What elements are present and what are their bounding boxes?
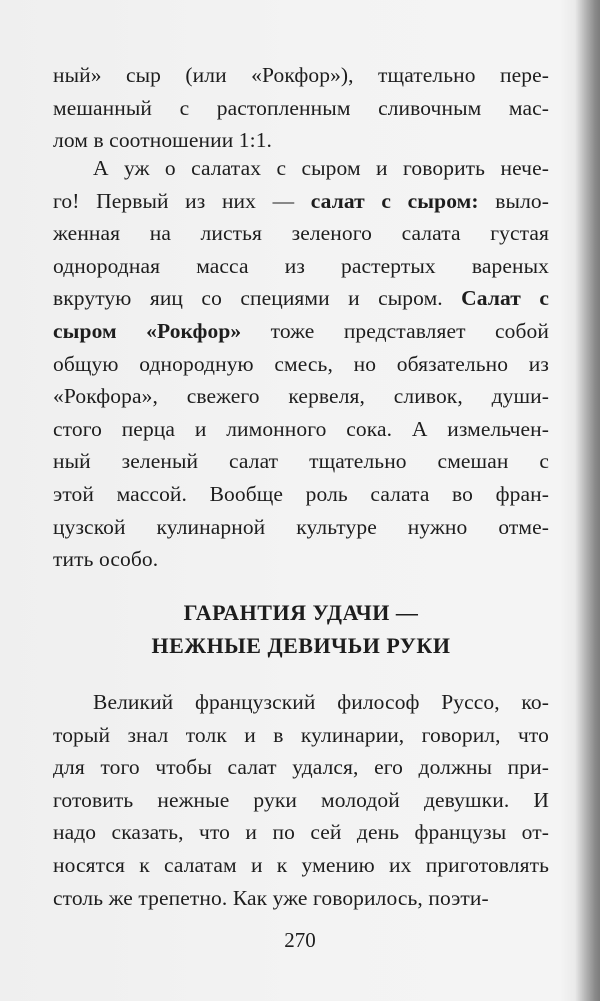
text-run: мешанный с растопленным сливочным мас- (53, 95, 549, 120)
text-run: Великий французский философ Руссо, ко- (93, 690, 549, 714)
text-run: надо сказать, что и по сей день французы от- (53, 820, 549, 845)
text-run: носятся к салатам и к умению их приготовлять (53, 852, 549, 877)
text-line (53, 849, 549, 882)
text-run: торый знал толк и в кулинарии, говорил, что (53, 722, 549, 747)
text-run: выло- (478, 188, 550, 213)
text-line (53, 380, 549, 413)
text-run: ный» сыр (или «Рокфор»), тщательно пере- (53, 63, 549, 87)
paragraph-text (53, 152, 549, 576)
text-run: столь же трепетно. Как уже говорилось, поэти- (53, 885, 489, 910)
text-line (53, 413, 549, 446)
page-number-text: 270 (284, 928, 316, 952)
text-run: лом в соотношении 1:1. (53, 128, 273, 153)
text-run: «Рокфора», свежего кервеля, сливок, души- (53, 384, 549, 409)
heading-line-2: НЕЖНЫЕ ДЕВИЧЬИ РУКИ (151, 633, 451, 658)
text-run: однородная масса из растертых вареных (53, 253, 549, 278)
text-line (53, 250, 549, 283)
text-line (53, 92, 549, 125)
text-line (53, 816, 549, 849)
text-run: А уж о салатах с сыром и говорить нече- (93, 156, 549, 180)
heading-line-1: ГАРАНТИЯ УДАЧИ — (183, 600, 419, 625)
text-run: стого перца и лимонного сока. А измельчен- (53, 416, 549, 441)
text-run: вкрутую яиц со специями и сыром. (53, 286, 462, 311)
text-line (53, 445, 549, 478)
text-line (53, 478, 549, 511)
text-line (53, 719, 549, 752)
text-line (53, 59, 549, 92)
text-line (53, 217, 549, 250)
page-number (0, 928, 600, 953)
section-heading (53, 596, 549, 662)
text-line (53, 686, 549, 719)
text-line (53, 348, 549, 381)
text-run: для того чтобы салат удался, его должны при- (53, 755, 549, 780)
text-run: этой массой. Вообще роль салата во фран- (53, 481, 549, 506)
text-run: общую однородную смесь, но обязательно из (53, 351, 549, 376)
text-line (53, 784, 549, 817)
paragraph-continuation (53, 59, 549, 157)
text-run: ный зеленый салат тщательно смешан с (53, 449, 549, 474)
text-line (53, 751, 549, 784)
bold-term: Салат с (461, 286, 549, 311)
text-line (53, 185, 549, 218)
paragraph-salads (53, 152, 549, 576)
text-run: цузской кулинарной культуре нужно отме- (53, 514, 549, 539)
text-line (53, 882, 549, 915)
text-line (53, 511, 549, 544)
text-line (53, 315, 549, 348)
paragraph-text (53, 686, 549, 914)
text-line (53, 152, 549, 185)
text-run: тить особо. (53, 547, 159, 572)
text-run: женная на листья зеленого салата густая (53, 221, 549, 246)
bold-term: салат с сыром: (310, 188, 479, 213)
text-line (53, 543, 549, 576)
text-run: готовить нежные руки молодой девушки. И (53, 787, 549, 812)
text-line (53, 282, 549, 315)
paragraph-text (53, 59, 549, 157)
text-run: тоже представляет собой (241, 318, 549, 343)
bold-term: сыром «Рокфор» (53, 318, 242, 343)
text-run: го! Первый из них — (53, 188, 311, 213)
paragraph-rousseau (53, 686, 549, 914)
